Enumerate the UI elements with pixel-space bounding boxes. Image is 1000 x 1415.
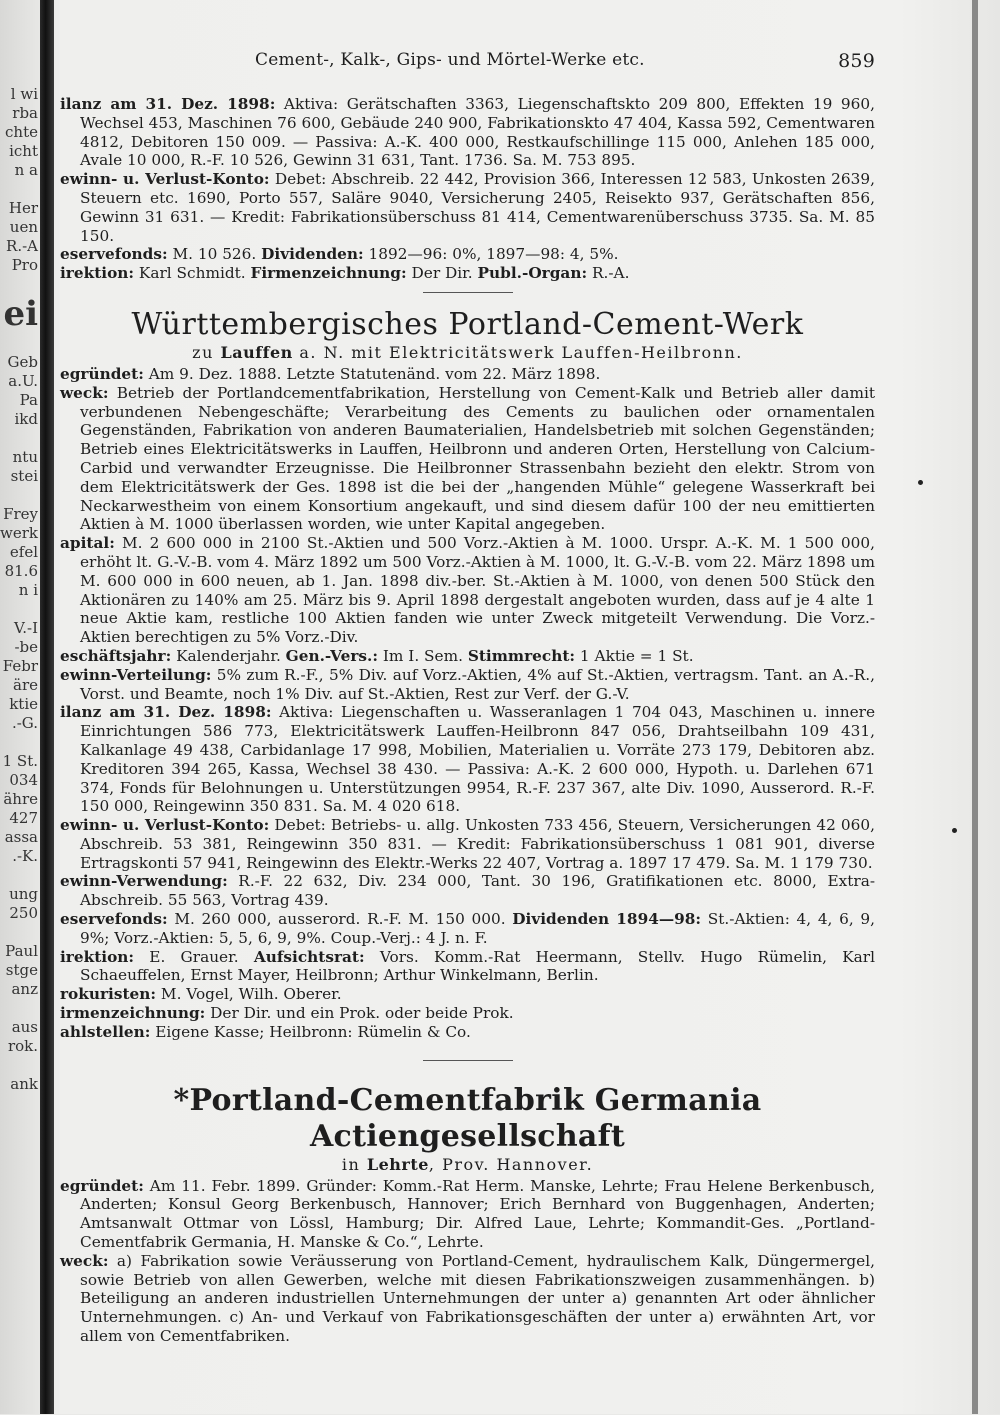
- company-location: [60, 1155, 875, 1175]
- margin-fragment: uen: [9, 218, 38, 236]
- entry-paragraph: [60, 264, 875, 283]
- entry-text: Betrieb der Portlandcementfabrikation, Herstellung von Cement-Kalk und Betrieb aller damit verbundenen Nebengeschäfte; Verarbeitung des Cements zu baulichen oder ornamentalen Gegenständen, Fabrikation von anderen Baumaterialien, Handelsbetrieb mit solchen Gegenständen; Betrieb eines Elektricitätswerks in Lauffen, Heilbronn und anderen Orten, Herstellung von Calcium-Carbid und verwandter Erzeugnisse. Die Heilbronner Strassenbahn bezieht den elektr. Strom von dem Elektricitätswerk der Ges. 1898 ist die bei der „hangenden Mühle“ gelegene Wasserkraft bei Neckarwestheim von einem Konsortium angekauft, und sind diesem dafür 100 der neu emittierten Aktien à M. 1000 überlassen worden, wie unter Kapital angegeben.: [80, 383, 875, 534]
- location-prefix: zu: [192, 342, 221, 362]
- company-heading: *Portland-Cementfabrik Germania Actiengesellschaft: [173, 1082, 762, 1154]
- entry-label: irmenzeichnung:: [60, 1004, 206, 1023]
- margin-fragment: Frey: [3, 505, 38, 523]
- entry-text: 1892—96: 0%, 1897—98: 4, 5%.: [363, 245, 619, 264]
- entry-paragraph: [60, 666, 875, 704]
- entry-paragraph: [60, 245, 875, 264]
- entry-paragraph: [60, 1023, 875, 1042]
- page-body: [60, 95, 875, 1346]
- margin-fragment: äre: [13, 676, 38, 694]
- margin-fragment: .-K.: [12, 847, 38, 865]
- margin-fragment: V.-I: [14, 619, 38, 637]
- entry-label: egründet:: [60, 364, 144, 383]
- entry-text: Eigene Kasse; Heilbronn: Rümelin & Co.: [150, 1022, 471, 1041]
- ink-speck: [952, 828, 957, 833]
- margin-fragment: n a: [14, 161, 38, 179]
- entry-paragraph: [60, 95, 875, 170]
- margin-fragment: [0, 999, 40, 1018]
- entry-text: E. Grauer.: [134, 947, 254, 966]
- entry-paragraph: [60, 1252, 875, 1346]
- margin-fragment: chte: [5, 123, 38, 141]
- location-place: Lehrte: [366, 1154, 429, 1174]
- margin-fragment: Her: [8, 199, 38, 217]
- entry-text: 5% zum R.-F., 5% Div. auf Vorz.-Aktien, 4% auf St.-Aktien, vertragsm. Tant. an A.-R., Vorst. und Beamte, noch 1% Div. auf St.-Aktien, Rest zur Verf. der G.-V.: [80, 665, 875, 703]
- entry-text: St.-Aktien: 4, 4, 6, 9, 9%; Vorz.-Aktien: 5, 5, 6, 9, 9%. Coup.-Verj.: 4 J. n. F.: [80, 910, 875, 947]
- entry-text: Am 11. Febr. 1899. Gründer: Komm.-Rat Herm. Manske, Lehrte; Frau Helene Berkenbusch, Anderten; Konsul Georg Berkenbusch, Hannover; Erich Bernhard von Buggenhagen, Anderten; Amtsanwalt Ottmar von Lössl, Hamburg; Dir. Alfred Laue, Lehrte; Kommandit-Ges. „Portland-Cementfabrik Germania, H. Manske & Co.“, Lehrte.: [80, 1176, 875, 1252]
- entry-label: rokuristen:: [60, 985, 157, 1004]
- entry-paragraph: [60, 910, 875, 948]
- entry-paragraph: [60, 703, 875, 816]
- entry-label: eschäftsjahr:: [60, 646, 172, 665]
- entry-text: 1 Aktie = 1 St.: [575, 646, 694, 665]
- entry-label: Dividenden:: [261, 245, 364, 264]
- company-entry-wuerttemberg: [60, 365, 875, 1042]
- margin-fragment: rba: [12, 104, 38, 122]
- margin-fragment: -be: [14, 638, 38, 656]
- margin-fragment: 427: [9, 809, 38, 827]
- entry-text: Am 9. Dez. 1888. Letzte Statutenänd. vom 22. März 1898.: [143, 364, 601, 383]
- entry-text: R.-F. 22 632, Div. 234 000, Tant. 30 196, Gratifikationen etc. 8000, Extra-Abschreib. 55 563, Vortrag 439.: [80, 872, 875, 910]
- entry-text: Aktiva: Liegenschaften u. Wasseranlagen 1 704 043, Maschinen u. innere Einrichtungen 586 773, Elektricitätswerk Lauffen-Heilbronn 847 056, Drahtseilbahn 109 431, Kalkanlage 49 438, Carbidanlage 17 998, Mobilien, Materialien u. Vorräte 273 179, Debitoren abz. Kreditoren 394 265, Kassa, Wechsel 38 430. — Passiva: A.-K. 2 600 000, Hypoth. u. Darlehen 671 374, Fonds für Belohnungen u. Unterstützungen 9954, R.-F. 237 367, alte Div. 1090, Ausserord. R.-F. 150 000, Reingewinn 350 831. Sa. M. 4 020 618.: [80, 703, 876, 816]
- margin-fragment: [0, 180, 40, 199]
- entry-text: Der Dir.: [406, 264, 478, 283]
- margin-fragment: aus: [11, 1018, 38, 1036]
- company-heading: Württembergisches Portland-Cement-Werk: [131, 306, 804, 342]
- book-gutter: [40, 0, 54, 1414]
- entry-label: Aufsichtsrat:: [253, 947, 365, 966]
- entry-label: irektion:: [60, 947, 135, 966]
- entry-paragraph: [60, 365, 875, 384]
- margin-fragment: Pro: [11, 256, 38, 274]
- running-title: Cement-, Kalk-, Gips- und Mörtel-Werke etc.: [255, 50, 645, 70]
- entry-label: weck:: [60, 1251, 109, 1270]
- margin-fragment: icht: [9, 142, 38, 160]
- margin-fragment: ähre: [3, 790, 38, 808]
- margin-fragment: R.-A: [6, 237, 38, 255]
- entry-label: Publ.-Organ:: [477, 264, 588, 283]
- entry-label: weck:: [60, 383, 109, 402]
- adjacent-page-margin: [0, 85, 40, 1415]
- entry-paragraph: [60, 170, 875, 245]
- margin-fragment: assa: [4, 828, 38, 846]
- margin-fragment: [0, 923, 40, 942]
- margin-fragment: Geb: [7, 353, 38, 371]
- margin-fragment: ung: [9, 885, 38, 903]
- margin-fragment: stei: [10, 467, 38, 485]
- entry-text: M. 10 526.: [167, 245, 262, 264]
- entry-label: apital:: [60, 534, 115, 553]
- margin-fragment: [0, 1056, 40, 1075]
- entry-text: Im I. Sem.: [378, 646, 468, 665]
- margin-fragment: Pa: [19, 391, 38, 409]
- entry-label: eservefonds:: [60, 245, 168, 264]
- margin-fragment: stge: [5, 961, 38, 979]
- company-entry-germania: [60, 1177, 875, 1346]
- location-suffix: a. N. mit Elektricitätswerk Lauffen-Heilbronn.: [292, 342, 743, 362]
- running-header: [255, 50, 875, 74]
- margin-fragment: [0, 486, 40, 505]
- entry-text: a) Fabrikation sowie Veräusserung von Portland-Cement, hydraulischem Kalk, Düngermergel, sowie Betrieb von allen Gewerben, welche mit diesen Fabrikationszweigen zusammenhängen. b) Beteiligung an anderen industriellen Unternehmungen der unter a) genannten Art oder ähnlicher Unternehmungen. c) An- und Verkauf von Fabrikationsgeschäften der unter a) erwähnten Art, vor allem von Cementfabriken.: [80, 1251, 875, 1346]
- entry-label: Firmenzeichnung:: [250, 264, 407, 283]
- margin-fragment: rok.: [7, 1037, 38, 1055]
- page-edge: [972, 0, 978, 1414]
- entry-label: Dividenden 1894—98:: [512, 910, 702, 929]
- margin-fragment: a.U.: [8, 372, 38, 390]
- margin-fragment: ntu: [12, 448, 38, 466]
- entry-text: M. 2 600 000 in 2100 St.-Aktien und 500 Vorz.-Aktien à M. 1000. Urspr. A.-K. M. 1 500 000, erhöht lt. G.-V.-B. vom 4. März 1892 um 500 Vorz.-Aktien à M. 1000, lt. G.-V.-B. vom 22. März 1898 um M. 600 000 in 600 neuen, ab 1. Jan. 1898 div.-ber. St.-Aktien à M. 1000, von denen 500 Stück den Aktionären zu 140% am 25. März bis 9. April 1898 dergestalt angeboten wurden, dass auf je 4 alte 1 neue Aktie kam, restliche 100 Aktien fanden wie unter Zweck mitgeteilt Verwendung. Die Vorz.-Aktien berechtigen zu 5% Vorz.-Div.: [80, 534, 875, 647]
- margin-fragment: ktie: [9, 695, 38, 713]
- margin-fragment: [0, 275, 40, 294]
- location-suffix: , Prov. Hannover.: [428, 1154, 594, 1174]
- previous-company-tail: [60, 95, 875, 283]
- entry-text: Der Dir. und ein Prok. oder beide Prok.: [205, 1004, 514, 1023]
- margin-fragment: ank: [10, 1075, 38, 1093]
- margin-fragment: ikd: [14, 410, 38, 428]
- entry-paragraph: [60, 647, 875, 666]
- entry-label: ewinn-Verteilung:: [60, 665, 212, 684]
- entry-paragraph: [60, 985, 875, 1004]
- entry-paragraph: [60, 384, 875, 534]
- entry-label: ewinn- u. Verlust-Konto:: [60, 170, 270, 189]
- margin-fragment: Febr: [2, 657, 38, 675]
- margin-fragment: werk: [0, 524, 38, 542]
- entry-text: M. 260 000, ausserord. R.-F. M. 150 000.: [167, 910, 513, 929]
- entry-text: Aktiva: Gerätschaften 3363, Liegenschaftskto 209 800, Effekten 19 960, Wechsel 453, Maschinen 76 600, Gebäude 240 900, Fabrikationskto 47 404, Kassa 592, Cementwaren 4812, Debitoren 150 009. — Passiva: A.-K. 400 000, Restkaufschillinge 115 000, Anlehen 185 000, Avale 10 000, R.-F. 10 526, Gewinn 31 631, Tant. 1736. Sa. M. 753 895.: [80, 95, 875, 170]
- entry-label: irektion:: [60, 264, 135, 283]
- margin-fragment: [0, 600, 40, 619]
- entry-text: Kalenderjahr.: [171, 646, 286, 665]
- entry-text: Debet: Betriebs- u. allg. Unkosten 733 456, Steuern, Versicherungen 42 060, Abschreib. 53 381, Reingewinn 350 831. — Kredit: Fabrikationsüberschuss 1 081 901, diverse Ertragskonti 57 941, Reingewinn des Elektr.-Werks 22 407, Vortrag a. 1897 17 479. Sa. M. 1 179 730.: [80, 816, 875, 872]
- entry-paragraph: [60, 948, 875, 986]
- entry-paragraph: [60, 816, 875, 872]
- location-prefix: in: [341, 1154, 367, 1174]
- page-number: 859: [838, 50, 875, 72]
- margin-fragment: ei: [3, 294, 38, 334]
- entry-label: ahlstellen:: [60, 1022, 151, 1041]
- margin-fragment: [0, 866, 40, 885]
- entry-label: ewinn-Verwendung:: [60, 872, 228, 891]
- margin-fragment: 1 St.: [2, 752, 38, 770]
- entry-paragraph: [60, 1177, 875, 1252]
- entry-paragraph: [60, 1004, 875, 1023]
- margin-fragment: .-G.: [11, 714, 38, 732]
- margin-fragment: [0, 429, 40, 448]
- margin-fragment: Paul: [5, 942, 38, 960]
- entry-text: Vors. Komm.-Rat Heermann, Stellv. Hugo Rümelin, Karl Schaeuffelen, Ernst Mayer, Heilbronn; Arthur Winkelmann, Berlin.: [80, 947, 876, 985]
- entry-label: ilanz am 31. Dez. 1898:: [60, 95, 276, 113]
- entry-text: M. Vogel, Wilh. Oberer.: [156, 985, 342, 1004]
- entry-text: R.-A.: [587, 264, 630, 283]
- entry-label: Stimmrecht:: [467, 646, 576, 665]
- margin-fragment: n i: [18, 581, 38, 599]
- entry-label: ewinn- u. Verlust-Konto:: [60, 816, 270, 835]
- location-place: Lauffen: [220, 342, 293, 362]
- ink-speck: [918, 480, 923, 485]
- company-location: [60, 343, 875, 363]
- section-divider: [423, 1060, 513, 1061]
- margin-fragment: [0, 733, 40, 752]
- margin-fragment: efel: [9, 543, 38, 561]
- entry-label: Gen.-Vers.:: [285, 646, 378, 665]
- margin-fragment: 250: [9, 904, 38, 922]
- margin-fragment: [0, 334, 40, 353]
- margin-fragment: 034: [9, 771, 38, 789]
- entry-paragraph: [60, 534, 875, 647]
- entry-label: ilanz am 31. Dez. 1898:: [60, 703, 272, 722]
- margin-fragment: anz: [11, 980, 38, 998]
- entry-text: Debet: Abschreib. 22 442, Provision 366, Interessen 12 583, Unkosten 2639, Steuern etc. 1690, Porto 557, Saläre 9040, Versicherung 2405, Reisekto 937, Gerätschaften 856, Gewinn 31 631. — Kredit: Fabrikationsüberschuss 81 414, Cementwarenüberschuss 3735. Sa. M. 85 150.: [80, 170, 875, 245]
- margin-fragment: l wi: [10, 85, 38, 103]
- section-divider: [423, 292, 513, 293]
- entry-text: Karl Schmidt.: [134, 264, 251, 283]
- entry-label: eservefonds:: [60, 910, 168, 929]
- entry-label: egründet:: [60, 1176, 144, 1195]
- margin-fragment: 81.6: [4, 562, 38, 580]
- entry-paragraph: [60, 872, 875, 910]
